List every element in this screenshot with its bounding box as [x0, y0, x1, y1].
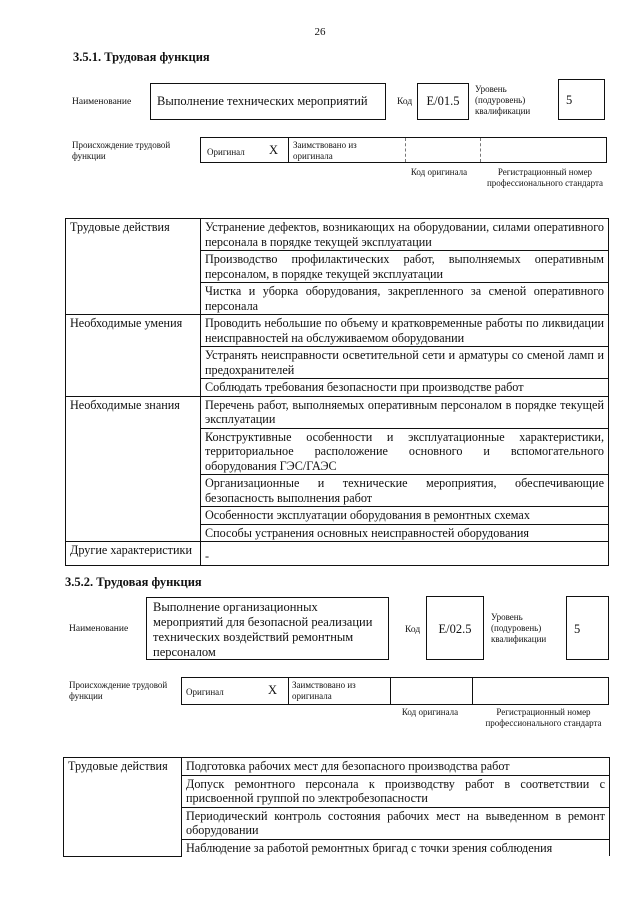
- s2-original-label: Оригинал: [186, 687, 224, 697]
- s2-original-mark: X: [268, 683, 278, 697]
- s2-row-item: Допуск ремонтного персонала к производству работ в соответствии с присвоенной группой по электробезопасности: [182, 775, 610, 807]
- s1-code-field: [417, 83, 469, 120]
- s1-row-label: Трудовые действия: [66, 219, 201, 315]
- section-1-heading: 3.5.1. Трудовая функция: [73, 50, 210, 64]
- s1-row-label: Другие характеристики: [66, 542, 201, 566]
- s2-level-value: 5: [574, 622, 581, 636]
- s1-row-item: Соблюдать требования безопасности при производстве работ: [201, 379, 609, 397]
- s1-original-mark: X: [269, 143, 279, 157]
- s2-level-field: [566, 596, 609, 660]
- s2-row-item: Наблюдение за работой ремонтных бригад с точки зрения соблюдения: [182, 839, 610, 856]
- s1-name-label: Наименование: [72, 97, 132, 107]
- s1-code-original-caption: Код оригинала: [410, 167, 468, 177]
- s1-origin-row: [200, 137, 607, 163]
- s1-row-item: Проводить небольшие по объему и кратковременные работы по ликвидации неисправностей на обслуживаемом оборудовании: [201, 315, 609, 347]
- s2-code-field: [426, 596, 484, 660]
- s2-name-value: Выполнение организационных мероприятий для безопасной реализации технических воздействий ремонтным персоналом: [153, 600, 373, 659]
- s2-row-label: Трудовые действия: [64, 758, 182, 857]
- s2-code-value: E/02.5: [438, 622, 472, 636]
- s1-row-item: Чистка и уборка оборудования, закрепленного за сменой оперативного персонала: [201, 283, 609, 315]
- s1-level-label: Уровень (подуровень) квалификации: [475, 84, 531, 116]
- s1-name-field: [150, 83, 386, 120]
- s1-row-item: Организационные и технические мероприятия, обеспечивающие безопасность выполнения работ: [201, 475, 609, 507]
- s1-level-value: 5: [566, 93, 573, 107]
- s1-row-item: Устранять неисправности осветительной сети и арматуры со сменой ламп и предохранителей: [201, 347, 609, 379]
- s2-row-item: Подготовка рабочих мест для безопасного производства работ: [182, 758, 610, 776]
- s1-name-value: Выполнение технических мероприятий: [157, 94, 368, 108]
- s1-row-item: Устранение дефектов, возникающих на оборудовании, силами оперативного персонала в порядке текущей эксплуатации: [201, 219, 609, 251]
- s1-row-item: Способы устранения основных неисправностей оборудования: [201, 524, 609, 542]
- s1-level-field: [558, 79, 605, 120]
- s2-origin-row: [181, 677, 609, 705]
- s2-reg-number-caption: Регистрационный номер профессионального стандарта: [485, 707, 602, 728]
- s2-name-field: [146, 597, 389, 660]
- s2-borrowed-label: Заимствовано из оригинала: [292, 680, 356, 701]
- s1-row-item: -: [201, 542, 609, 566]
- s1-original-label: Оригинал: [207, 147, 245, 157]
- s1-borrowed-label: Заимствовано из оригинала: [293, 140, 357, 161]
- page-number: 26: [314, 26, 326, 38]
- s1-origin-label: Происхождение трудовой функции: [72, 140, 171, 161]
- s1-reg-number-caption: Регистрационный номер профессионального стандарта: [486, 167, 604, 188]
- s1-row-item: Производство профилактических работ, выполняемых оперативным персоналом, в порядке текущей эксплуатации: [201, 251, 609, 283]
- s2-name-label: Наименование: [69, 624, 129, 634]
- s1-row-label: Необходимые знания: [66, 396, 201, 542]
- s2-code-original-caption: Код оригинала: [401, 707, 459, 717]
- s1-table: [65, 218, 609, 566]
- s2-row-item: Периодический контроль состояния рабочих мест на выведенном в ремонт оборудовании: [182, 807, 610, 839]
- section-2-heading: 3.5.2. Трудовая функция: [65, 575, 202, 589]
- s1-row-label: Необходимые умения: [66, 315, 201, 397]
- s2-code-label: Код: [405, 625, 421, 635]
- s1-code-value: E/01.5: [426, 94, 460, 108]
- s2-table: [63, 757, 610, 857]
- s2-origin-label: Происхождение трудовой функции: [69, 680, 168, 701]
- s1-row-item: Конструктивные особенности и эксплуатационные характеристики, территориальное расположение основного и вспомогательного оборудования ГЭС/ГАЭС: [201, 428, 609, 475]
- s2-level-label: Уровень (подуровень) квалификации: [491, 612, 547, 644]
- s1-row-item: Особенности эксплуатации оборудования в ремонтных схемах: [201, 507, 609, 525]
- s1-row-item: Перечень работ, выполняемых оперативным персоналом в порядке текущей эксплуатации: [201, 396, 609, 428]
- s1-code-label: Код: [397, 97, 413, 107]
